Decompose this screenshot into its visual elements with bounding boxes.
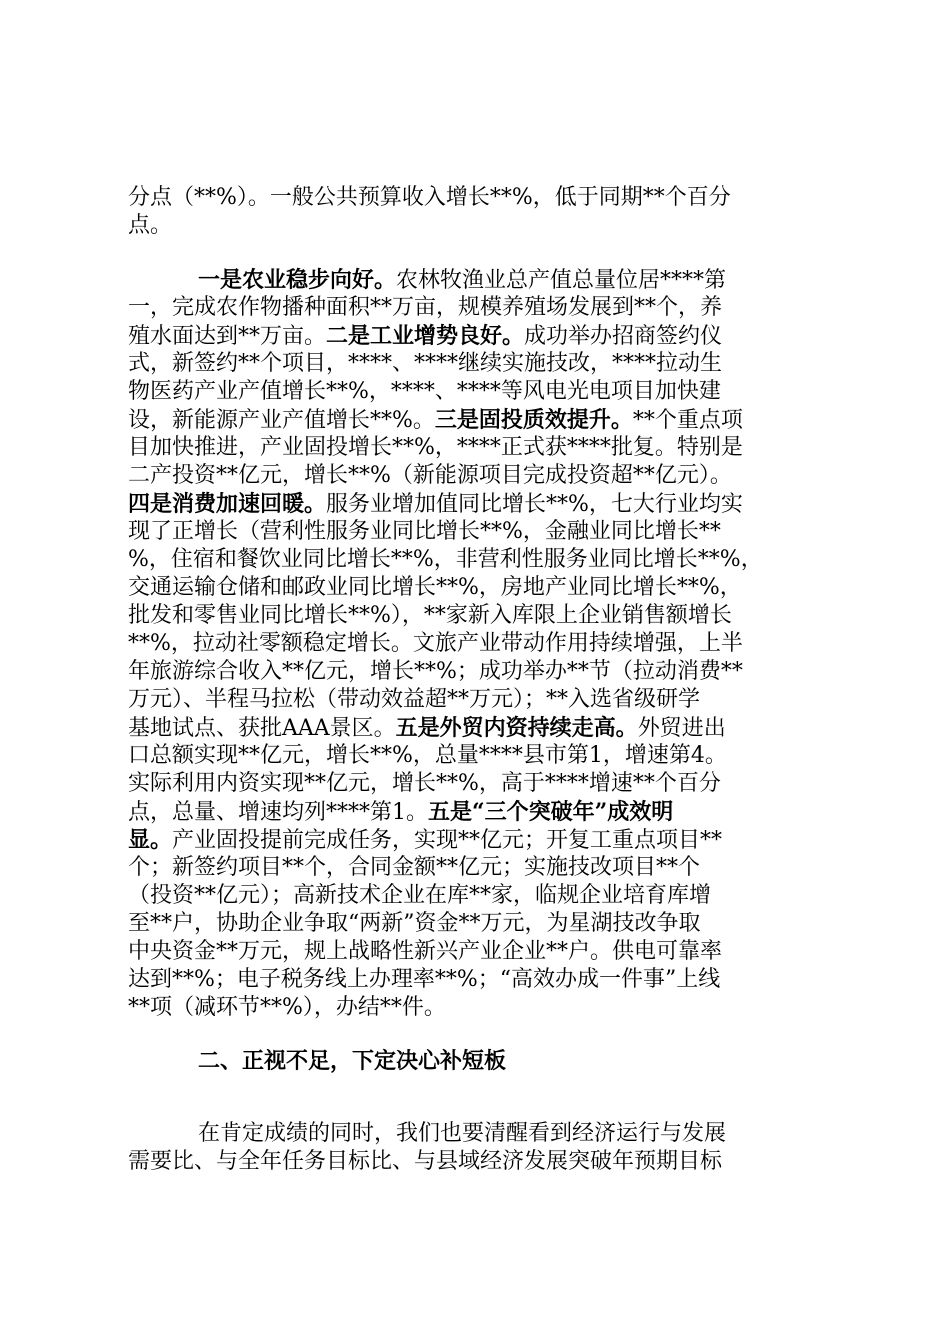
- text-line: [128, 630, 828, 658]
- text-line: [128, 294, 828, 322]
- text-segment: 农林牧渔业总产值总量位居****第: [396, 268, 727, 293]
- bold-phrase: 五是外贸内资持续走高。: [395, 715, 638, 741]
- text-segment: 服务业增加值同比增长**%，七大行业均实: [326, 492, 743, 517]
- text-line: [128, 184, 828, 212]
- text-segment: 实际利用内资实现**亿元，增长**%，高于****增速**个百分: [128, 771, 721, 796]
- text-segment: 点，总量、增速均列****第1。: [128, 800, 428, 825]
- text-segment: 口总额实现**亿元，增长**%，总量****县市第1，增速第4。: [128, 743, 727, 768]
- bold-phrase: 三是固投质效提升。: [434, 407, 633, 433]
- text-line: [128, 826, 828, 855]
- bold-phrase: 显。: [128, 827, 173, 853]
- text-line: [128, 994, 828, 1022]
- text-line: [128, 938, 828, 966]
- text-line: [198, 1120, 828, 1148]
- text-line: [128, 378, 828, 406]
- text-segment: 产业固投提前完成任务，实现**亿元；开复工重点项目**: [172, 828, 723, 853]
- text-segment: 目加快推进，产业固投增长**%，****正式获****批复。特别是: [128, 435, 743, 460]
- text-line: [128, 882, 828, 910]
- text-line: [128, 322, 828, 351]
- text-segment: 需要比、与全年任务目标比、与县域经济发展突破年预期目标: [128, 1149, 723, 1174]
- text-line: [128, 770, 828, 798]
- text-line: [128, 742, 828, 770]
- text-segment: 成功举办招商签约仪: [524, 324, 723, 349]
- text-segment: 式，新签约**个项目，****、****继续实施技改，****拉动生: [128, 351, 723, 376]
- text-segment: 物医药产业产值增长**%，****、****等风电光电项目加快建: [128, 379, 721, 404]
- text-line: [128, 798, 828, 827]
- bold-phrase: 一是农业稳步向好。: [198, 267, 397, 293]
- text-line: [128, 602, 828, 630]
- text-line: [128, 546, 828, 574]
- text-line: [128, 574, 828, 602]
- text-line: [128, 686, 828, 714]
- bold-phrase: 二是工业增势良好。: [326, 323, 525, 349]
- text-segment: 分点（**%）。一般公共预算收入增长**%，低于同期**个百分: [128, 185, 731, 210]
- text-segment: 达到**%；电子税务线上办理率**%；“高效办成一件事”上线: [128, 967, 721, 992]
- text-segment: 二产投资**亿元，增长**%（新能源项目完成投资超**亿元）。: [128, 463, 732, 488]
- bold-phrase: 五是“三个突破年”成效明: [428, 799, 674, 825]
- text-segment: 点。: [128, 213, 173, 238]
- text-segment: 至**户，协助企业争取“两新”资金**万元，为星湖技改争取: [128, 911, 701, 936]
- text-line: [128, 490, 828, 519]
- text-segment: **个重点项: [632, 408, 743, 433]
- text-line: [128, 714, 828, 743]
- text-line: [198, 266, 828, 295]
- text-segment: 在肯定成绩的同时，我们也要清醒看到经济运行与发展: [198, 1121, 727, 1146]
- text-line: [128, 518, 828, 546]
- text-segment: 外贸进出: [637, 716, 726, 741]
- text-line: [128, 910, 828, 938]
- text-line: [128, 350, 828, 378]
- text-line: [128, 406, 828, 435]
- text-segment: 现了正增长（营利性服务业同比增长**%，金融业同比增长**: [128, 519, 721, 544]
- text-segment: 年旅游综合收入**亿元，增长**%；成功举办**节（拉动消费**: [128, 659, 743, 684]
- text-segment: 殖水面达到**万亩。: [128, 324, 327, 349]
- text-segment: **%，拉动社零额稳定增长。文旅产业带动作用持续增强，上半: [128, 631, 743, 656]
- bold-phrase: 二、正视不足，下定决心补短板: [198, 1049, 507, 1074]
- text-segment: 中央资金**万元，规上战略性新兴产业企业**户。供电可靠率: [128, 939, 723, 964]
- text-segment: 交通运输仓储和邮政业同比增长**%，房地产业同比增长**%，: [128, 575, 742, 600]
- text-line: [128, 212, 828, 240]
- text-segment: **项（减环节**%），办结**件。: [128, 995, 446, 1020]
- text-line: [128, 1148, 828, 1176]
- text-segment: 批发和零售业同比增长**%），**家新入库限上企业销售额增长: [128, 603, 732, 628]
- text-segment: 一，完成农作物播种面积**万亩，规模养殖场发展到**个，养: [128, 295, 723, 320]
- text-segment: 万元）、半程马拉松（带动效益超**万元）；**入选省级研学: [128, 687, 701, 712]
- text-line: [128, 434, 828, 462]
- section-heading: [198, 1048, 828, 1076]
- text-line: [128, 462, 828, 490]
- text-line: [128, 966, 828, 994]
- text-line: [128, 658, 828, 686]
- text-segment: 基地试点、获批AAA景区。: [128, 716, 396, 741]
- bold-phrase: 四是消费加速回暖。: [128, 491, 327, 517]
- text-segment: （投资**亿元）；高新技术企业在库**家，临规企业培育库增: [128, 883, 712, 908]
- text-line: [128, 854, 828, 882]
- text-segment: %，住宿和餐饮业同比增长**%，非营利性服务业同比增长**%，: [128, 547, 763, 572]
- text-segment: 个；新签约项目**个，合同金额**亿元；实施技改项目**个: [128, 855, 701, 880]
- text-segment: 设，新能源产业产值增长**%。: [128, 408, 435, 433]
